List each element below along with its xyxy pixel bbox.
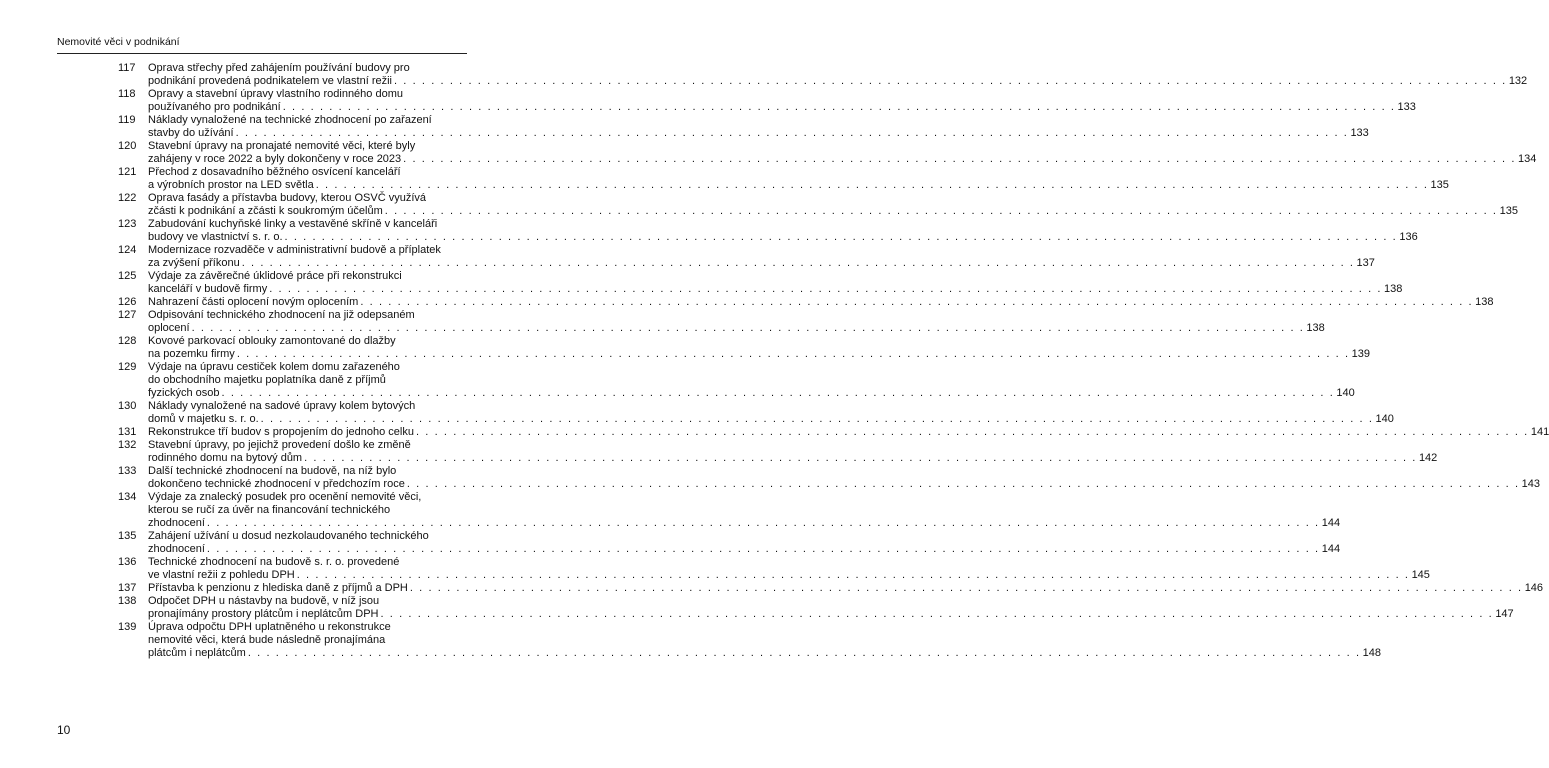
dot-leader: . . . . . . . . . . . . . . . . . . . . . . . . . . . . . . . . . . . . . . . . . . . . . . . . . . . . . . . . . . . . . . . . . . . . . . . . . . . . . . . . . . . . . . . . . . . . . . . . . . . . . . . . . . . . . . . . . . . . . . . . — [269, 283, 1383, 295]
toc-entry-title-line: Zabudování kuchyňské linky a vestavěné skříně v kanceláři — [148, 218, 438, 230]
toc-entry-page: 139 — [1351, 348, 1370, 360]
dot-leader: . . . . . . . . . . . . . . . . . . . . . . . . . . . . . . . . . . . . . . . . . . . . . . . . . . . . . . . . . . . . . . . . . . . . . . . . . . . . . . . . . . . . . . . . . . . . . . . . . . . . . . . . . . . . . . . . . . . . . . . . — [260, 413, 1374, 425]
toc-entry[interactable] — [118, 192, 1518, 218]
dot-leader: . . . . . . . . . . . . . . . . . . . . . . . . . . . . . . . . . . . . . . . . . . . . . . . . . . . . . . . . . . . . . . . . . . . . . . . . . . . . . . . . . . . . . . . . . . . . . . . . . . . . . . . . . . . . . . . . . . . . . . . . — [284, 231, 1398, 243]
toc-entry-number: 127 — [118, 309, 137, 321]
running-header: Nemovité věci v podnikání — [57, 35, 467, 54]
toc-entry-title-line: pronajímány prostory plátcům i neplátcům DPH — [148, 608, 379, 620]
toc-entry-title-line: Opravy a stavební úpravy vlastního rodinného domu — [148, 88, 403, 100]
toc-entry[interactable] — [118, 439, 1438, 465]
toc-entry-number: 131 — [118, 426, 137, 438]
toc-entry-title-line: Výdaje na úpravu cestiček kolem domu zařazeného — [148, 361, 400, 373]
toc-entry-page: 147 — [1495, 608, 1514, 620]
toc-entry-page: 144 — [1321, 517, 1341, 529]
toc-entry-title-line: používaného pro podnikání — [148, 101, 281, 113]
toc-entry-title-line: domů v majetku s. r. o. — [148, 413, 259, 425]
toc-entry[interactable] — [118, 465, 1541, 491]
toc-entry-page: 140 — [1336, 387, 1355, 399]
dot-leader: . . . . . . . . . . . . . . . . . . . . . . . . . . . . . . . . . . . . . . . . . . . . . . . . . . . . . . . . . . . . . . . . . . . . . . . . . . . . . . . . . . . . . . . . . . . . . . . . . . . . . . . . . . . . . . . . . . . . . . . . — [191, 322, 1305, 334]
dot-leader: . . . . . . . . . . . . . . . . . . . . . . . . . . . . . . . . . . . . . . . . . . . . . . . . . . . . . . . . . . . . . . . . . . . . . . . . . . . . . . . . . . . . . . . . . . . . . . . . . . . . . . . . . . . . . . . . . . . . . . . . — [409, 582, 1523, 594]
toc-entry-title-line: ve vlastní režii z pohledu DPH — [148, 569, 295, 581]
toc-entry-number: 121 — [118, 166, 137, 178]
toc-entry-page: 134 — [1518, 153, 1537, 165]
toc-entry[interactable] — [118, 244, 1375, 270]
toc-entry[interactable] — [118, 361, 1355, 400]
toc-entry-number: 133 — [118, 465, 137, 477]
dot-leader: . . . . . . . . . . . . . . . . . . . . . . . . . . . . . . . . . . . . . . . . . . . . . . . . . . . . . . . . . . . . . . . . . . . . . . . . . . . . . . . . . . . . . . . . . . . . . . . . . . . . . . . . . . . . . . . . . . . . . . . . — [315, 179, 1429, 191]
dot-leader: . . . . . . . . . . . . . . . . . . . . . . . . . . . . . . . . . . . . . . . . . . . . . . . . . . . . . . . . . . . . . . . . . . . . . . . . . . . . . . . . . . . . . . . . . . . . . . . . . . . . . . . . . . . . . . . . . . . . . . . . — [206, 543, 1320, 555]
toc-entry[interactable] — [118, 296, 1494, 309]
toc-entry-page: 138 — [1384, 283, 1403, 295]
toc-entry-number: 128 — [118, 335, 137, 347]
toc-entry-title-line: Zahájení užívání u dosud nezkolaudovaného technického — [148, 530, 429, 542]
toc-entry-number: 126 — [118, 296, 137, 308]
toc-entry-number: 138 — [118, 595, 137, 607]
toc-entry[interactable] — [118, 114, 1369, 140]
toc-entry[interactable] — [118, 491, 1341, 530]
toc-entry-page: 132 — [1508, 75, 1528, 87]
dot-leader: . . . . . . . . . . . . . . . . . . . . . . . . . . . . . . . . . . . . . . . . . . . . . . . . . . . . . . . . . . . . . . . . . . . . . . . . . . . . . . . . . . . . . . . . . . . . . . . . . . . . . . . . . . . . . . . . . . . . . . . . — [360, 296, 1474, 308]
toc-entry-title-line: podnikání provedená podnikatelem ve vlastní režii — [148, 75, 392, 87]
toc-entry-title-line: Stavební úpravy, po jejichž provedení došlo ke změně — [148, 439, 411, 451]
toc-entry-title-line: Kovové parkovací oblouky zamontované do dlažby — [148, 335, 396, 347]
toc-entry[interactable] — [118, 582, 1544, 595]
toc-entry[interactable] — [118, 218, 1418, 244]
toc-entry-title-line: Přechod z dosavadního běžného osvícení kanceláří — [148, 166, 401, 178]
toc-entry[interactable] — [118, 88, 1416, 114]
toc-entry-title-line: nemovité věci, která bude následně pronajímána — [148, 634, 386, 646]
toc-entry-page: 148 — [1362, 647, 1382, 659]
table-of-contents — [118, 62, 1549, 660]
toc-entry-page: 142 — [1418, 452, 1438, 464]
toc-entry-page: 141 — [1530, 426, 1549, 438]
toc-entry-page: 133 — [1350, 127, 1369, 139]
toc-entry-title-line: zhodnocení — [148, 517, 205, 529]
page-number: 10 — [57, 723, 71, 737]
toc-entry-page: 138 — [1475, 296, 1494, 308]
toc-entry-title-line: oplocení — [148, 322, 190, 334]
toc-entry-title-line: dokončeno technické zhodnocení v předchozím roce — [148, 478, 405, 490]
toc-entry-number: 124 — [118, 244, 137, 256]
toc-entry-title-line: Modernizace rozvaděče v administrativní budově a příplatek — [148, 244, 441, 256]
toc-entry-title-line: zahájeny v roce 2022 a byly dokončeny v roce 2023 — [148, 153, 402, 165]
toc-entry-page: 135 — [1430, 179, 1449, 191]
dot-leader: . . . . . . . . . . . . . . . . . . . . . . . . . . . . . . . . . . . . . . . . . . . . . . . . . . . . . . . . . . . . . . . . . . . . . . . . . . . . . . . . . . . . . . . . . . . . . . . . . . . . . . . . . . . . . . . . . . . . . . . . — [221, 387, 1335, 399]
toc-entry-title-line: Rekonstrukce tří budov s propojením do jednoho celku — [148, 426, 414, 438]
dot-leader: . . . . . . . . . . . . . . . . . . . . . . . . . . . . . . . . . . . . . . . . . . . . . . . . . . . . . . . . . . . . . . . . . . . . . . . . . . . . . . . . . . . . . . . . . . . . . . . . . . . . . . . . . . . . . . . . . . . . . . . . — [241, 257, 1355, 269]
dot-leader: . . . . . . . . . . . . . . . . . . . . . . . . . . . . . . . . . . . . . . . . . . . . . . . . . . . . . . . . . . . . . . . . . . . . . . . . . . . . . . . . . . . . . . . . . . . . . . . . . . . . . . . . . . . . . . . . . . . . . . . . — [416, 426, 1529, 438]
toc-entry-title-line: stavby do užívání — [148, 127, 234, 139]
toc-entry-title-line: plátcům i neplátcům — [148, 647, 246, 659]
toc-entry[interactable] — [118, 270, 1403, 296]
toc-entry[interactable] — [118, 595, 1514, 621]
toc-entry-page: 140 — [1375, 413, 1394, 425]
dot-leader: . . . . . . . . . . . . . . . . . . . . . . . . . . . . . . . . . . . . . . . . . . . . . . . . . . . . . . . . . . . . . . . . . . . . . . . . . . . . . . . . . . . . . . . . . . . . . . . . . . . . . . . . . . . . . . . . . . . . . . . . — [403, 153, 1516, 165]
toc-entry-page: 135 — [1499, 205, 1518, 217]
toc-entry-number: 134 — [118, 491, 137, 503]
toc-entry-title-line: Přístavba k penzionu z hlediska daně z příjmů a DPH — [148, 582, 408, 594]
toc-entry-number: 129 — [118, 361, 137, 373]
toc-entry-page: 133 — [1397, 101, 1416, 113]
toc-entry-title-line: Náklady vynaložené na technické zhodnocení po zařazení — [148, 114, 432, 126]
toc-entry-title-line: Odpočet DPH u nástavby na budově, v níž jsou — [148, 595, 380, 607]
dot-leader: . . . . . . . . . . . . . . . . . . . . . . . . . . . . . . . . . . . . . . . . . . . . . . . . . . . . . . . . . . . . . . . . . . . . . . . . . . . . . . . . . . . . . . . . . . . . . . . . . . . . . . . . . . . . . . . . . . . . . . . . — [236, 348, 1350, 360]
toc-entry-number: 135 — [118, 530, 137, 542]
toc-entry-title-line: fyzických osob — [148, 387, 220, 399]
toc-entry-number: 137 — [118, 582, 137, 594]
dot-leader: . . . . . . . . . . . . . . . . . . . . . . . . . . . . . . . . . . . . . . . . . . . . . . . . . . . . . . . . . . . . . . . . . . . . . . . . . . . . . . . . . . . . . . . . . . . . . . . . . . . . . . . . . . . . . . . . . . . . . . . . — [206, 517, 1320, 529]
dot-leader: . . . . . . . . . . . . . . . . . . . . . . . . . . . . . . . . . . . . . . . . . . . . . . . . . . . . . . . . . . . . . . . . . . . . . . . . . . . . . . . . . . . . . . . . . . . . . . . . . . . . . . . . . . . . . . . . . . . . . . . . — [296, 569, 1410, 581]
toc-entry-number: 139 — [118, 621, 137, 633]
toc-entry-title-line: na pozemku firmy — [148, 348, 235, 360]
toc-entry-page: 146 — [1524, 582, 1544, 594]
dot-leader: . . . . . . . . . . . . . . . . . . . . . . . . . . . . . . . . . . . . . . . . . . . . . . . . . . . . . . . . . . . . . . . . . . . . . . . . . . . . . . . . . . . . . . . . . . . . . . . . . . . . . . . . . . . . . . . . . . . . . . . . — [282, 101, 1396, 113]
toc-entry-title-line: Náklady vynaložené na sadové úpravy kolem bytových — [148, 400, 416, 412]
toc-entry-title-line: rodinného domu na bytový dům — [148, 452, 303, 464]
toc-entry-title-line: do obchodního majetku poplatníka daně z příjmů — [148, 374, 386, 386]
toc-entry-page: 145 — [1411, 569, 1430, 581]
dot-leader: . . . . . . . . . . . . . . . . . . . . . . . . . . . . . . . . . . . . . . . . . . . . . . . . . . . . . . . . . . . . . . . . . . . . . . . . . . . . . . . . . . . . . . . . . . . . . . . . . . . . . . . . . . . . . . . . . . . . . . . . — [406, 478, 1520, 490]
toc-entry-title-line: Stavební úpravy na pronajaté nemovité věci, které byly — [148, 140, 416, 152]
toc-entry[interactable] — [118, 166, 1449, 192]
toc-entry[interactable] — [118, 309, 1325, 335]
toc-entry-title-line: zčásti k podnikání a zčásti k soukromým účelům — [148, 205, 383, 217]
toc-entry-title-line: Výdaje za závěrečné úklidové práce při rekonstrukci — [148, 270, 402, 282]
toc-entry-page: 138 — [1306, 322, 1325, 334]
toc-entry-page: 144 — [1321, 543, 1341, 555]
toc-entry-number: 120 — [118, 140, 137, 152]
toc-entry-title-line: Technické zhodnocení na budově s. r. o. provedené — [148, 556, 400, 568]
toc-entry-title-line: Odpisování technického zhodnocení na již odepsaném — [148, 309, 415, 321]
toc-entry-title-line: a výrobních prostor na LED světla — [148, 179, 314, 191]
toc-entry-title-line: za zvýšení příkonu — [148, 257, 240, 269]
dot-leader: . . . . . . . . . . . . . . . . . . . . . . . . . . . . . . . . . . . . . . . . . . . . . . . . . . . . . . . . . . . . . . . . . . . . . . . . . . . . . . . . . . . . . . . . . . . . . . . . . . . . . . . . . . . . . . . . . . . . . . . . — [247, 647, 1361, 659]
toc-entry-page: 143 — [1521, 478, 1541, 490]
dot-leader: . . . . . . . . . . . . . . . . . . . . . . . . . . . . . . . . . . . . . . . . . . . . . . . . . . . . . . . . . . . . . . . . . . . . . . . . . . . . . . . . . . . . . . . . . . . . . . . . . . . . . . . . . . . . . . . . . . . . . . . . — [380, 608, 1494, 620]
toc-entry-number: 130 — [118, 400, 137, 412]
toc-entry[interactable] — [118, 530, 1341, 556]
toc-entry[interactable] — [118, 140, 1537, 166]
dot-leader: . . . . . . . . . . . . . . . . . . . . . . . . . . . . . . . . . . . . . . . . . . . . . . . . . . . . . . . . . . . . . . . . . . . . . . . . . . . . . . . . . . . . . . . . . . . . . . . . . . . . . . . . . . . . . . . . . . . . . . . . — [304, 452, 1417, 464]
toc-entry-number: 119 — [118, 114, 136, 126]
toc-entry[interactable] — [118, 62, 1528, 88]
toc-entry-number: 117 — [118, 62, 136, 74]
toc-entry-title-line: kterou se ručí za úvěr na financování technického — [148, 504, 391, 516]
toc-entry-number: 122 — [118, 192, 137, 204]
toc-entry[interactable] — [118, 621, 1382, 660]
toc-entry-number: 123 — [118, 218, 137, 230]
toc-entry-title-line: Výdaje za znalecký posudek pro ocenění nemovité věci, — [148, 491, 422, 503]
toc-entry-title-line: budovy ve vlastnictví s. r. o. — [148, 231, 283, 243]
toc-entry-page: 136 — [1399, 231, 1418, 243]
toc-entry-number: 132 — [118, 439, 137, 451]
toc-entry-title-line: Oprava střechy před zahájením používání budovy pro — [148, 62, 410, 74]
toc-entry-title-line: zhodnocení — [148, 543, 205, 555]
toc-entry-title-line: Úprava odpočtu DPH uplatněného u rekonstrukce — [148, 621, 391, 633]
dot-leader: . . . . . . . . . . . . . . . . . . . . . . . . . . . . . . . . . . . . . . . . . . . . . . . . . . . . . . . . . . . . . . . . . . . . . . . . . . . . . . . . . . . . . . . . . . . . . . . . . . . . . . . . . . . . . . . . . . . . . . . . — [235, 127, 1349, 139]
toc-entry-number: 125 — [118, 270, 137, 282]
dot-leader: . . . . . . . . . . . . . . . . . . . . . . . . . . . . . . . . . . . . . . . . . . . . . . . . . . . . . . . . . . . . . . . . . . . . . . . . . . . . . . . . . . . . . . . . . . . . . . . . . . . . . . . . . . . . . . . . . . . . . . . . — [384, 205, 1498, 217]
toc-entry-number: 136 — [118, 556, 137, 568]
toc-entry-title-line: Oprava fasády a přístavba budovy, kterou OSVČ využívá — [148, 192, 426, 204]
toc-entry[interactable] — [118, 335, 1370, 361]
toc-entry-title-line: Další technické zhodnocení na budově, na níž bylo — [148, 465, 397, 477]
toc-entry[interactable] — [118, 556, 1430, 582]
toc-entry-number: 118 — [118, 88, 136, 100]
toc-entry-page: 137 — [1356, 257, 1375, 269]
toc-entry[interactable] — [118, 400, 1394, 426]
toc-entry-title-line: kanceláří v budově firmy — [148, 283, 268, 295]
toc-entry[interactable] — [118, 426, 1549, 439]
dot-leader: . . . . . . . . . . . . . . . . . . . . . . . . . . . . . . . . . . . . . . . . . . . . . . . . . . . . . . . . . . . . . . . . . . . . . . . . . . . . . . . . . . . . . . . . . . . . . . . . . . . . . . . . . . . . . . . . . . . . . . . . — [393, 75, 1507, 87]
toc-entry-title-line: Nahrazení části oplocení novým oplocením — [148, 296, 359, 308]
